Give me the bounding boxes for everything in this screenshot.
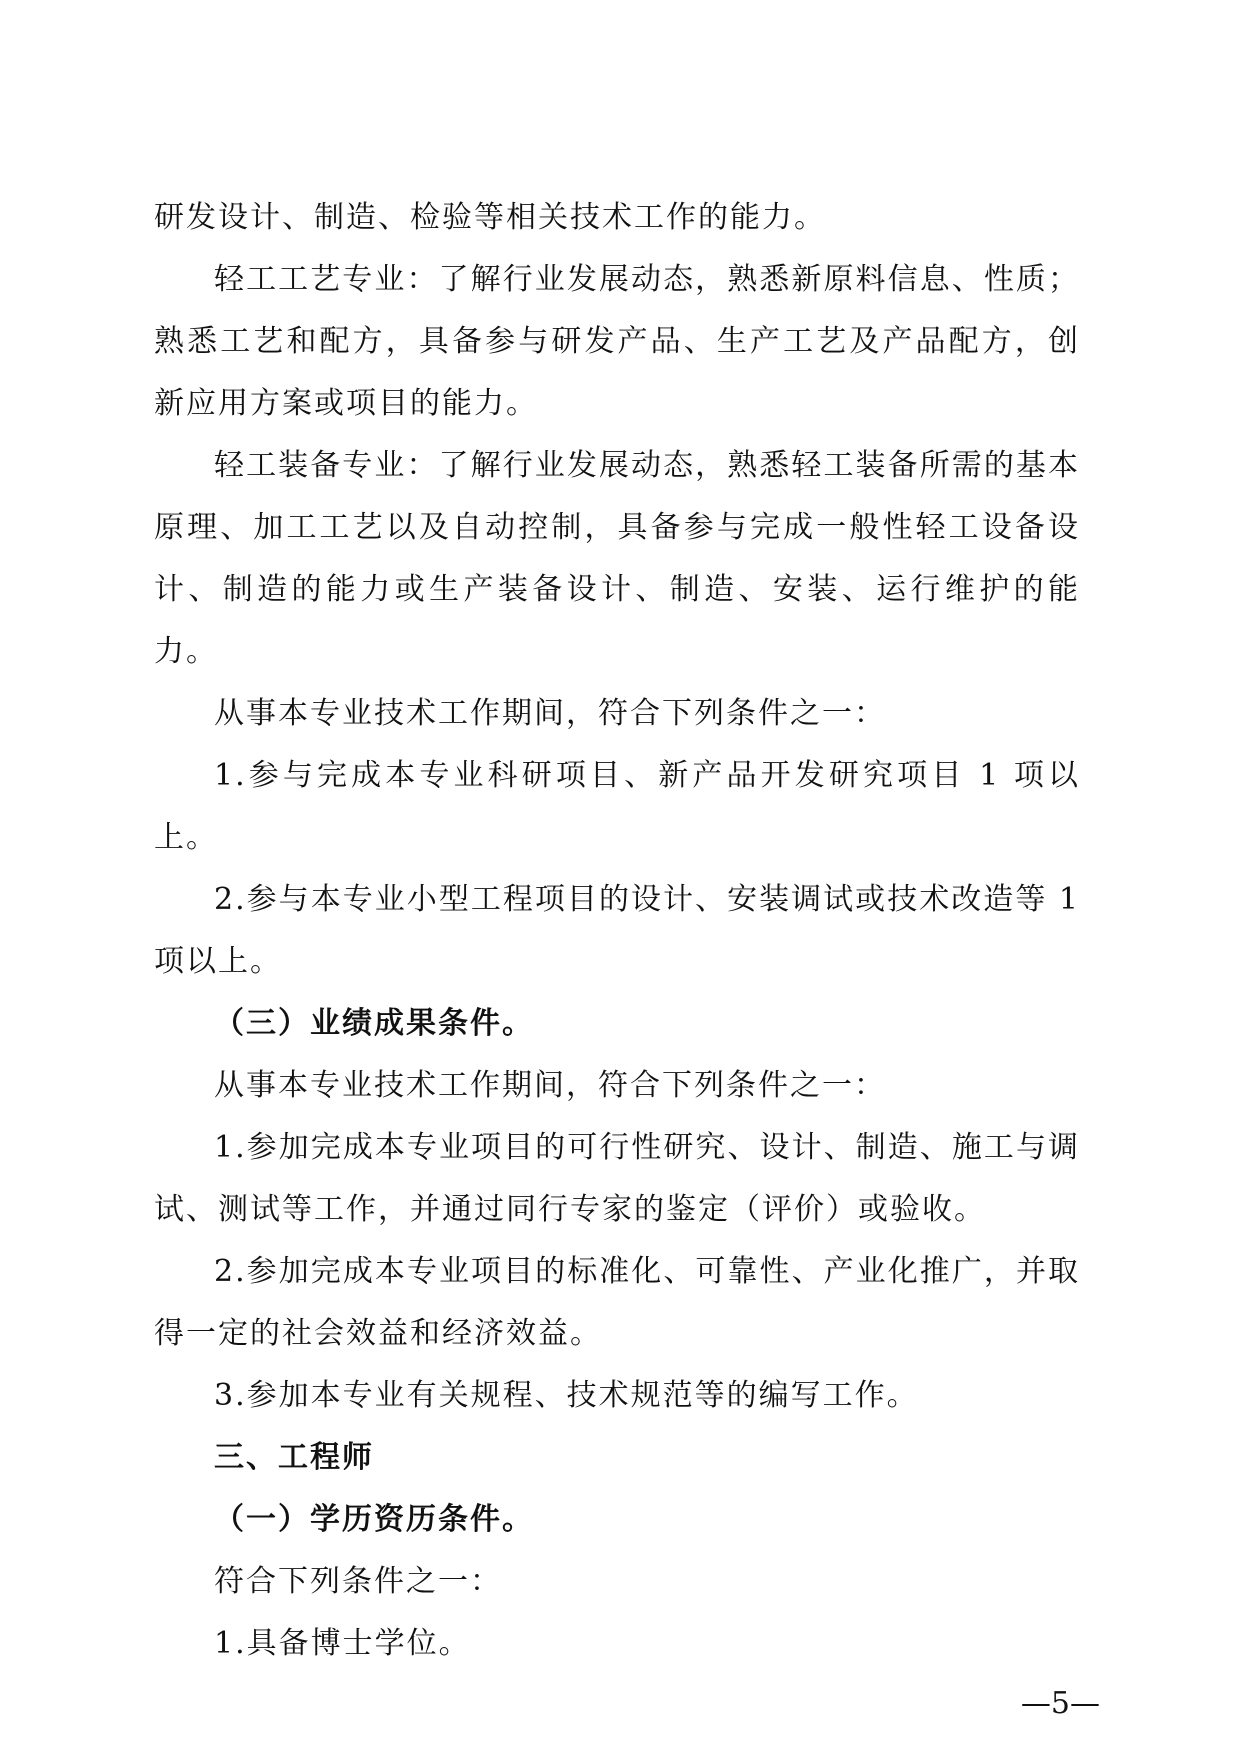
paragraph-8: 1.参加完成本专业项目的可行性研究、设计、制造、施工与调试、测试等工作，并通过同行专家的鉴定（评价）或验收。 xyxy=(154,1130,1080,1227)
chapter-heading-engineer: 三、工程师 xyxy=(214,1440,374,1475)
page-number: —5— xyxy=(1020,1686,1100,1721)
paragraph-5: 1.参与完成本专业科研项目、新产品开发研究项目 1 项以上。 xyxy=(154,758,1080,855)
paragraph-6: 2.参与本专业小型工程项目的设计、安装调试或技术改造等 1 项以上。 xyxy=(154,882,1080,979)
paragraph-4: 从事本专业技术工作期间，符合下列条件之一： xyxy=(214,696,886,731)
paragraph-12: 1.具备博士学位。 xyxy=(214,1626,471,1661)
paragraph-3: 轻工装备专业：了解行业发展动态，熟悉轻工装备所需的基本原理、加工工艺以及自动控制，具备参与完成一般性轻工设备设计、制造的能力或生产装备设计、制造、安装、运行维护的能力。 xyxy=(154,448,1080,669)
paragraph-2: 轻工工艺专业：了解行业发展动态，熟悉新原料信息、性质；熟悉工艺和配方，具备参与研发产品、生产工艺及产品配方，创新应用方案或项目的能力。 xyxy=(154,262,1080,421)
section-heading-3: （三）业绩成果条件。 xyxy=(214,1006,534,1041)
paragraph-11: 符合下列条件之一： xyxy=(214,1564,502,1599)
paragraph-10: 3.参加本专业有关规程、技术规范等的编写工作。 xyxy=(214,1378,919,1413)
paragraph-7: 从事本专业技术工作期间，符合下列条件之一： xyxy=(214,1068,886,1103)
section-heading-1: （一）学历资历条件。 xyxy=(214,1502,534,1537)
paragraph-9: 2.参加完成本专业项目的标准化、可靠性、产业化推广，并取得一定的社会效益和经济效益。 xyxy=(154,1254,1080,1351)
document-body xyxy=(154,187,1080,1675)
paragraph-1: 研发设计、制造、检验等相关技术工作的能力。 xyxy=(154,200,826,235)
